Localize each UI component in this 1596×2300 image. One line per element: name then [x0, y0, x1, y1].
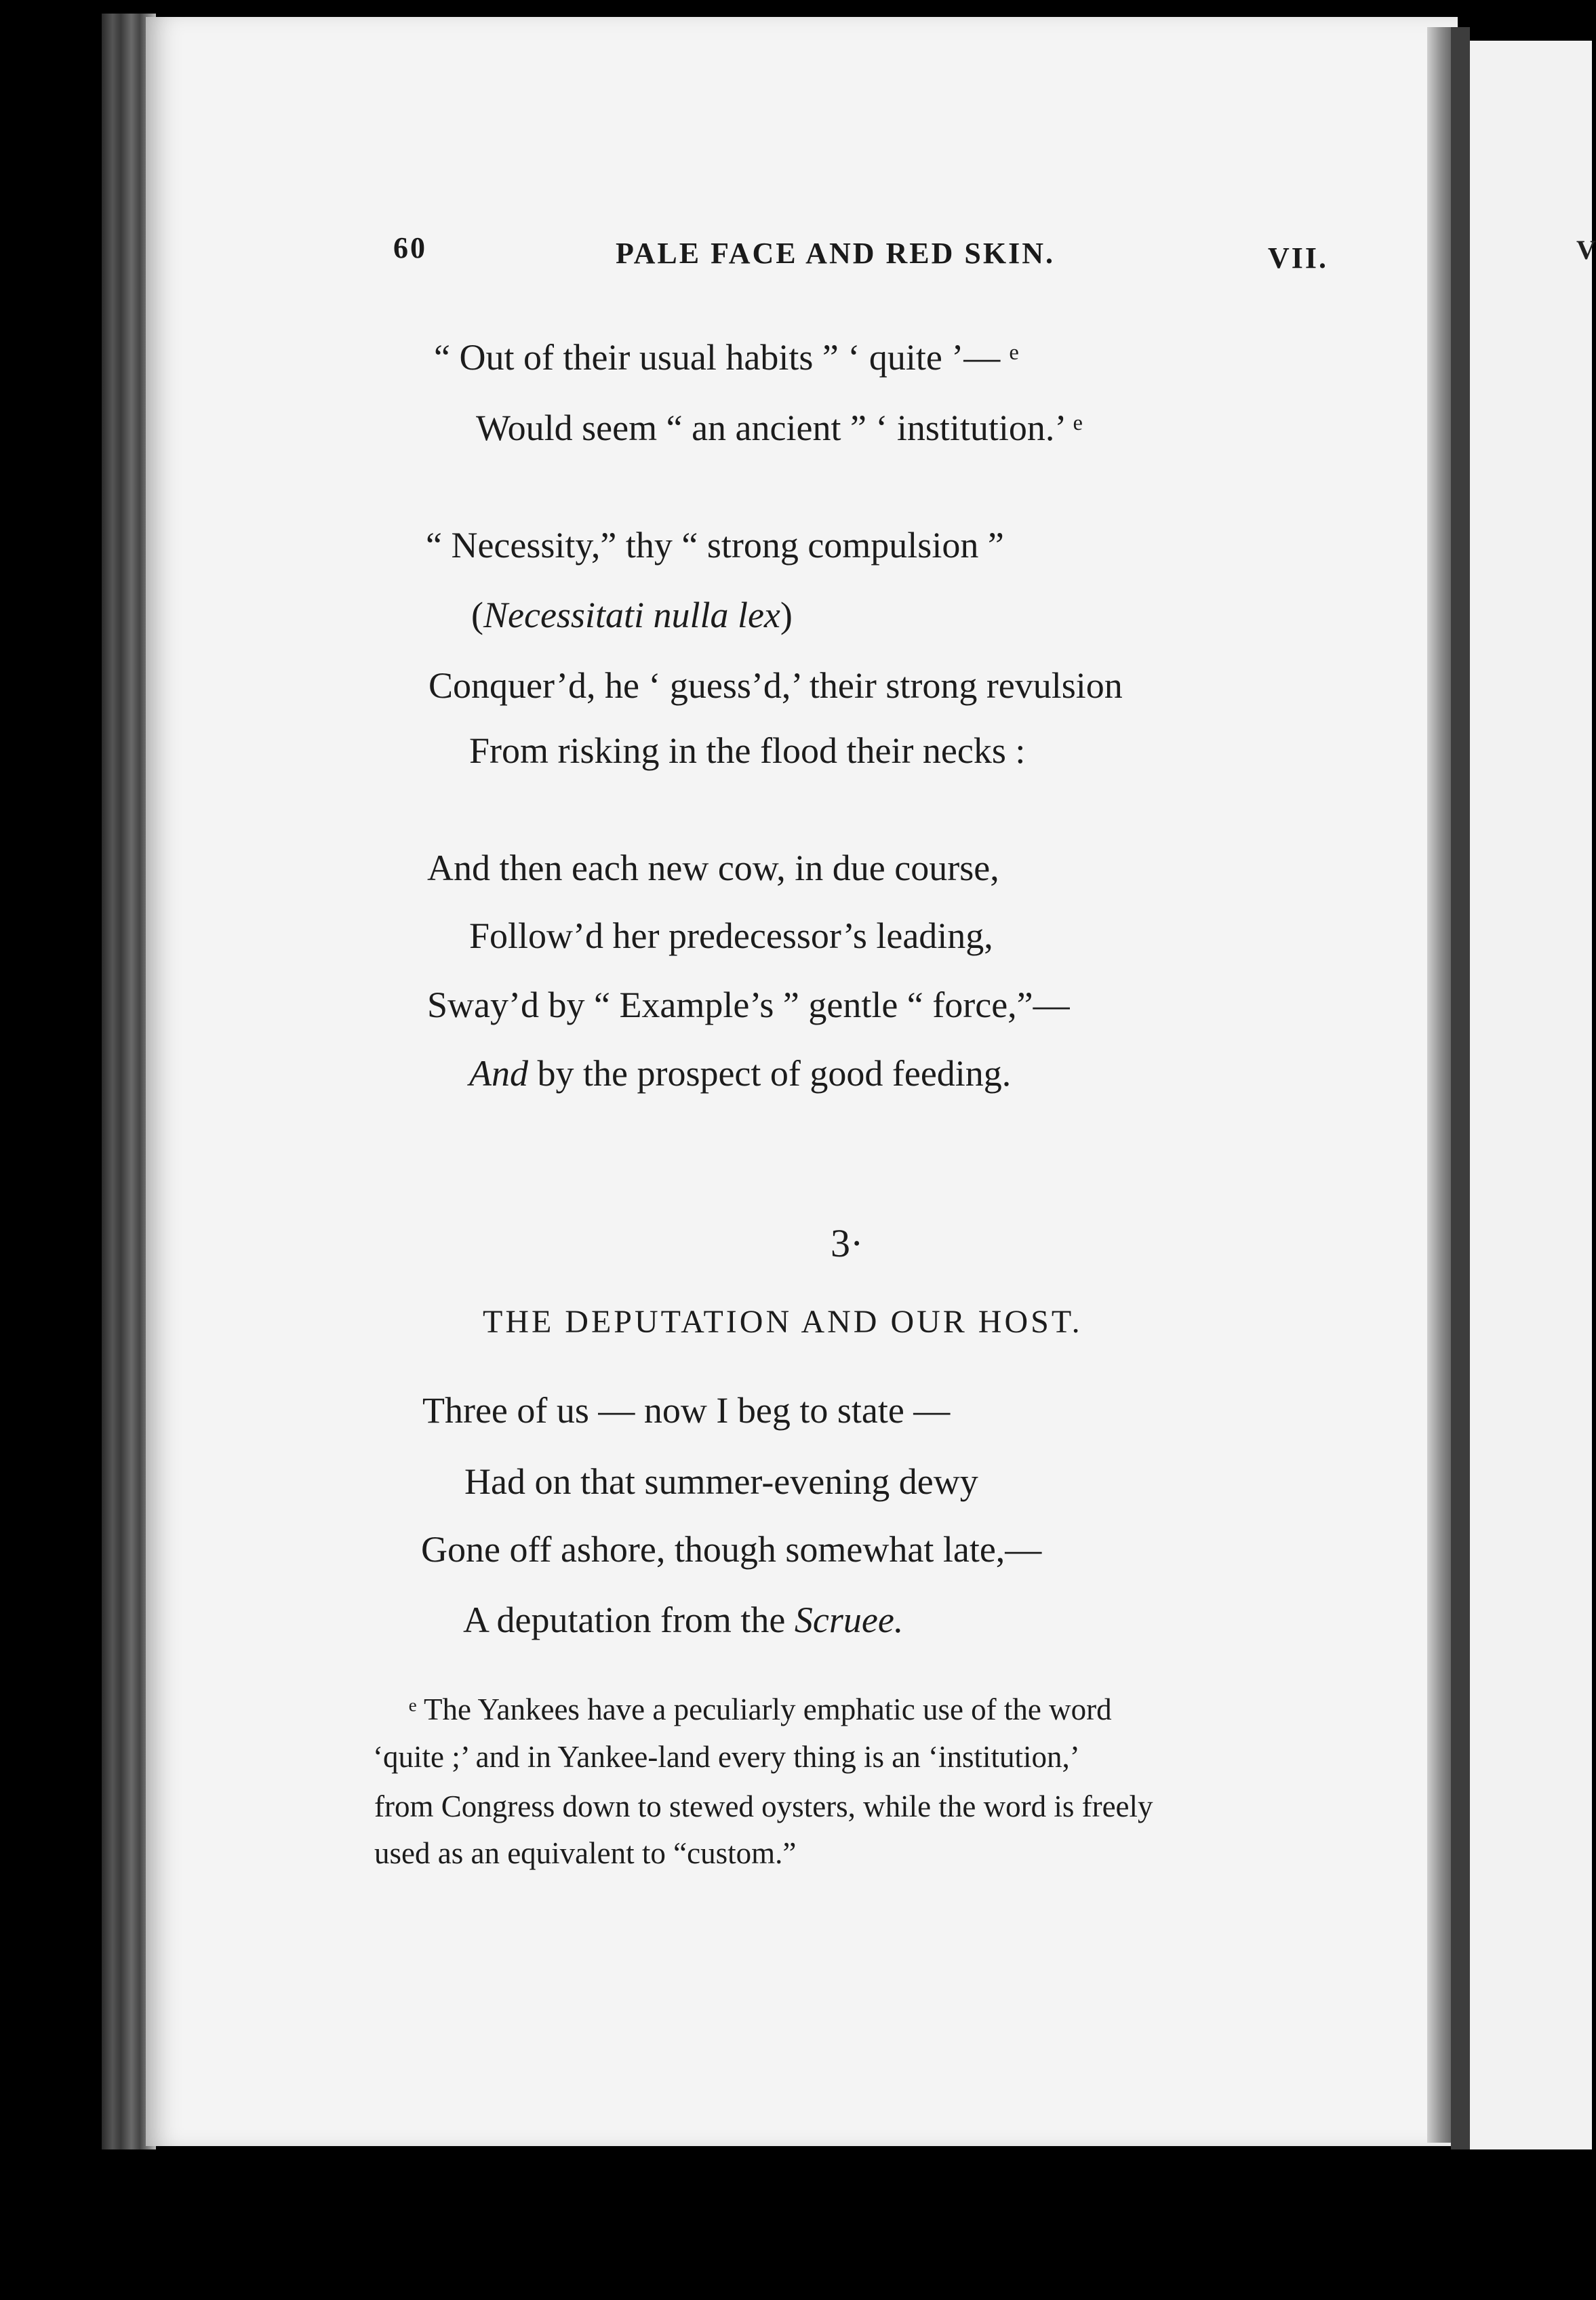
- emphasis: And: [469, 1053, 528, 1094]
- chapter-numeral: VII.: [1268, 241, 1329, 275]
- facing-page-mark: V: [1576, 235, 1596, 265]
- page-number: 60: [393, 231, 427, 264]
- footnote-line: ‘quite ;’ and in Yankee-land every thing is an ‘institution,’: [373, 1740, 1080, 1774]
- ship-name: Scruee.: [794, 1600, 904, 1640]
- verse-line: And then each new cow, in due course,: [427, 848, 999, 888]
- footnote-line: ᵉ The Yankees have a peculiarly emphatic use of the word: [409, 1692, 1112, 1726]
- verse-line: [469, 1055, 1011, 1092]
- verse-line: Follow’d her predecessor’s leading,: [469, 915, 993, 956]
- verse-paren: (: [471, 595, 483, 635]
- verse-line: Had on that summer-evening dewy: [464, 1461, 978, 1502]
- verse-line: Would seem “ an ancient ” ‘ institution.’ ᵉ: [476, 408, 1083, 448]
- verse-line: Three of us — now I beg to state —: [422, 1390, 951, 1431]
- verse-paren: ): [780, 595, 793, 635]
- verse-line: [463, 1602, 903, 1638]
- verse-line: “ Out of their usual habits ” ‘ quite ’— ᵉ: [434, 337, 1019, 378]
- footnote-line: used as an equivalent to “custom.”: [374, 1836, 797, 1870]
- verse-line: “ Necessity,” thy “ strong compulsion ”: [426, 525, 1004, 566]
- verse-line: From risking in the flood their necks :: [469, 730, 1026, 771]
- running-title: PALE FACE AND RED SKIN.: [616, 237, 1055, 270]
- verse-line: Gone off ashore, though somewhat late,—: [421, 1529, 1042, 1570]
- latin-phrase: Necessitati nulla lex: [483, 595, 780, 635]
- section-heading: THE DEPUTATION AND OUR HOST.: [483, 1304, 1083, 1340]
- verse-line: [471, 597, 793, 633]
- section-number: 3·: [831, 1221, 864, 1265]
- facing-page: [1470, 41, 1592, 2149]
- footnote-line: from Congress down to stewed oysters, while the word is freely: [374, 1789, 1153, 1823]
- verse-line: Sway’d by “ Example’s ” gentle “ force,”—: [427, 985, 1070, 1025]
- book-spine: [1451, 27, 1470, 2149]
- verse-line: Conquer’d, he ‘ guess’d,’ their strong revulsion: [428, 665, 1123, 706]
- verse-text: by the prospect of good feeding.: [528, 1053, 1012, 1094]
- verse-text: A deputation from the: [463, 1600, 795, 1640]
